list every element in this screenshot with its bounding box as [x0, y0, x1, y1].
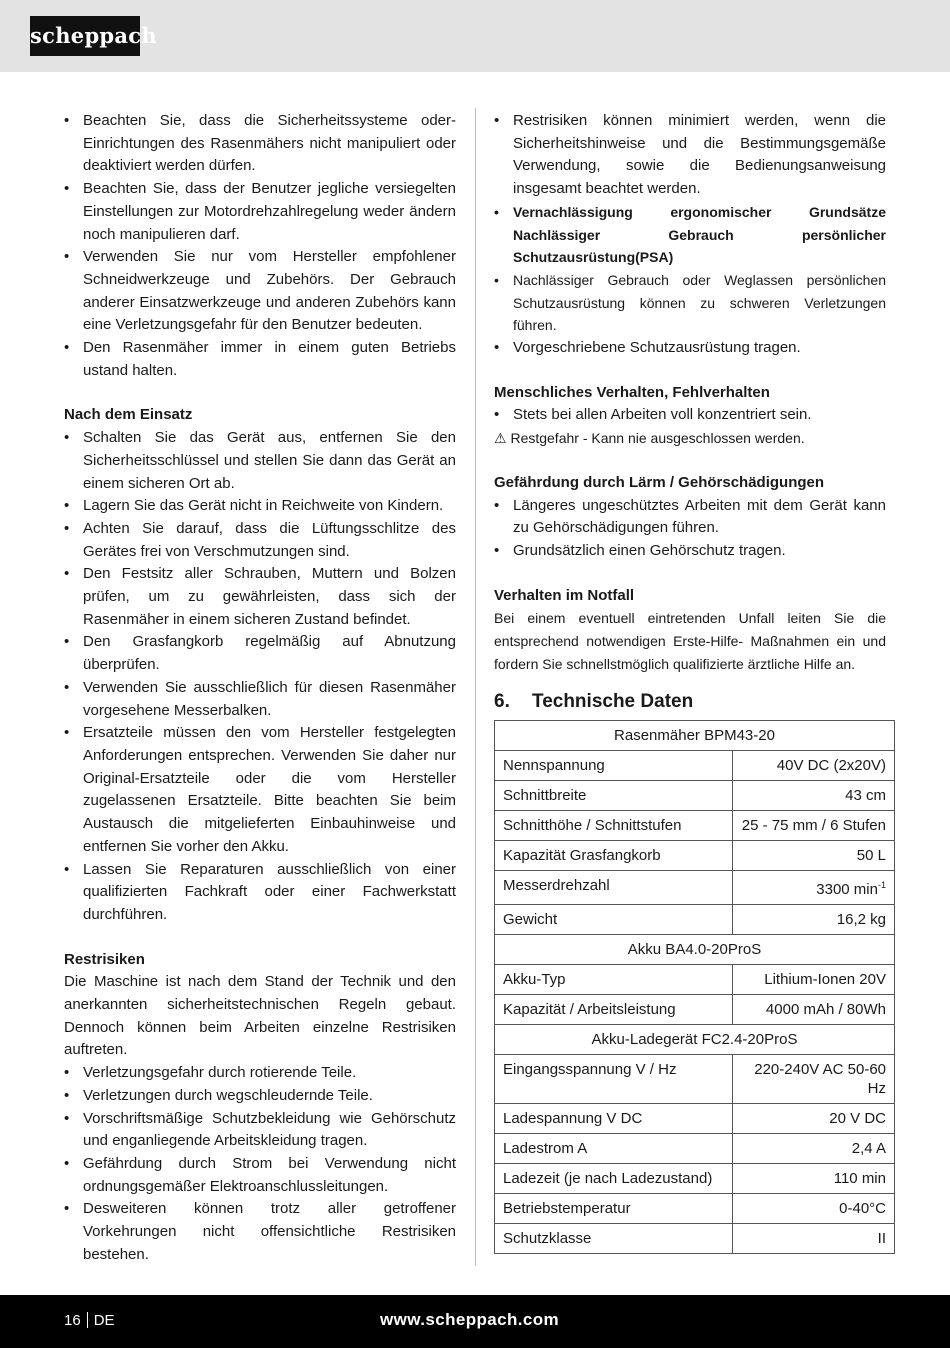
- table-row: [495, 1164, 895, 1194]
- residual-hazard-note: [494, 427, 886, 450]
- table-value: 50 L: [733, 841, 895, 871]
- residual-risks-heading: Restrisiken: [64, 950, 145, 968]
- table-row: [495, 841, 895, 871]
- table-label: Ladespannung V DC: [495, 1104, 733, 1134]
- table-label: Schnittbreite: [495, 781, 733, 811]
- list-item: • Beachten Sie, dass der Benutzer jegliche versiegelten Einstellungen zur Motordrehzahlregelung weder ändern noch manipulieren darf.: [64, 178, 456, 246]
- warning-triangle-icon: ⚠: [494, 430, 507, 447]
- table-label: Kapazität Grasfangkorb: [495, 841, 733, 871]
- table-label: Ladestrom A: [495, 1134, 733, 1164]
- table-row: [495, 1104, 895, 1134]
- table-row: [495, 1194, 895, 1224]
- table-label: Gewicht: [495, 905, 733, 935]
- list-item: • Lagern Sie das Gerät nicht in Reichweite von Kindern.: [64, 495, 456, 518]
- column-divider: [475, 108, 476, 1266]
- table-value: II: [733, 1224, 895, 1254]
- table-row: [495, 905, 895, 935]
- table-label: Messerdrehzahl: [495, 871, 733, 905]
- table-row: [495, 1055, 895, 1104]
- table-value: 43 cm: [733, 781, 895, 811]
- blade-speed-value: 3300 min: [816, 881, 878, 899]
- table-group-header: Rasenmäher BPM43-20: [495, 721, 895, 751]
- list-item-bold: • Vernachlässigung ergonomischer Grundsätze Nachlässiger Gebrauch persönlicher Schutzausrüstung(PSA): [494, 201, 886, 269]
- right-column: [494, 110, 886, 1254]
- blade-speed-exponent: -1: [877, 880, 886, 891]
- behavior-list: [494, 404, 886, 427]
- table-row: [495, 935, 895, 965]
- section-number: 6.: [494, 691, 510, 713]
- residual-risks-list: [64, 1062, 456, 1266]
- table-value: 16,2 kg: [733, 905, 895, 935]
- table-row: [495, 781, 895, 811]
- section-title: [494, 691, 886, 714]
- emergency-text: Bei einem eventuell eintretenden Unfall leiten Sie die entsprechend notwendigen Erste-Hilfe- Maßnahmen ein und fordern Sie schnellstmöglich qualifizierte ärztliche Hilfe an.: [494, 610, 886, 672]
- website-link[interactable]: www.scheppach.com: [380, 1310, 560, 1329]
- table-value: Lithium-Ionen 20V: [733, 965, 895, 995]
- list-item: • Stets bei allen Arbeiten voll konzentriert sein.: [494, 404, 886, 427]
- table-row: [495, 1224, 895, 1254]
- table-label: Schnitthöhe / Schnittstufen: [495, 811, 733, 841]
- list-item: • Desweiteren können trotz aller getroffener Vorkehrungen nicht offensichtliche Restrisiken bestehen.: [64, 1198, 456, 1266]
- residual-risks-intro: Die Maschine ist nach dem Stand der Technik und den anerkannten sicherheitstechnischen Regeln gebaut. Dennoch können beim Arbeiten einzelne Restrisiken auftreten.: [64, 973, 456, 1059]
- table-value: 0-40°C: [733, 1194, 895, 1224]
- after-use-heading: Nach dem Einsatz: [64, 406, 193, 424]
- table-value: 110 min: [733, 1164, 895, 1194]
- list-item: • Gefährdung durch Strom bei Verwendung nicht ordnungsgemäßer Elektroanschlussleitungen.: [64, 1153, 456, 1198]
- table-value: 4000 mAh / 80Wh: [733, 995, 895, 1025]
- table-group-header: Akku-Ladegerät FC2.4-20ProS: [495, 1025, 895, 1055]
- table-row: [495, 995, 895, 1025]
- page-info: [64, 1312, 115, 1329]
- page-number: 16: [64, 1312, 81, 1329]
- page-header: [0, 0, 950, 72]
- table-value: 2,4 A: [733, 1134, 895, 1164]
- after-use-list: [64, 427, 456, 926]
- noise-list: [494, 495, 886, 563]
- scheppach-logo: scheppach: [30, 16, 140, 56]
- list-item: • Restrisiken können minimiert werden, wenn die Sicherheitshinweise und die Bestimmungsgemäße Verwendung, sowie die Bedienungsanweisung insgesamt beachtet werden.: [494, 110, 886, 201]
- noise-heading: Gefährdung durch Lärm / Gehörschädigungen: [494, 473, 825, 491]
- list-item: • Lassen Sie Reparaturen ausschließlich von einer qualifizierten Fachkraft oder einer Fachwerkstatt durchführen.: [64, 859, 456, 927]
- table-row: [495, 751, 895, 781]
- table-label: Schutzklasse: [495, 1224, 733, 1254]
- list-item: • Längeres ungeschütztes Arbeiten mit dem Gerät kann zu Gehörschädigungen führen.: [494, 495, 886, 540]
- emergency-heading: Verhalten im Notfall: [494, 586, 635, 604]
- table-row: [495, 721, 895, 751]
- list-item: • Verletzungen durch wegschleudernde Teile.: [64, 1085, 456, 1108]
- list-item: • Verwenden Sie ausschließlich für diesen Rasenmäher vorgesehene Messerbalken.: [64, 677, 456, 722]
- table-value: 20 V DC: [733, 1104, 895, 1134]
- list-item: • Beachten Sie, dass die Sicherheitssysteme oder-Einrichtungen des Rasenmähers nicht manipuliert oder deaktiviert werden dürfen.: [64, 110, 456, 178]
- page-footer: [0, 1295, 950, 1348]
- list-item: • Grundsätzlich einen Gehörschutz tragen.: [494, 540, 886, 563]
- table-label: Nennspannung: [495, 751, 733, 781]
- left-column: [64, 110, 456, 1266]
- table-label: Akku-Typ: [495, 965, 733, 995]
- language-code: DE: [93, 1312, 115, 1329]
- table-row: [495, 1025, 895, 1055]
- table-row: [495, 811, 895, 841]
- table-value: 40V DC (2x20V): [733, 751, 895, 781]
- table-row: [495, 1134, 895, 1164]
- table-label: Ladezeit (je nach Ladezustand): [495, 1164, 733, 1194]
- table-label: Eingangsspannung V / Hz: [495, 1055, 733, 1104]
- section-title-text: Technische Daten: [532, 691, 694, 713]
- table-value: 25 - 75 mm / 6 Stufen: [733, 811, 895, 841]
- list-item: • Vorschriftsmäßige Schutzbekleidung wie Gehörschutz und enganliegende Arbeitskleidung tragen.: [64, 1108, 456, 1153]
- list-item: • Achten Sie darauf, dass die Lüftungsschlitze des Gerätes frei von Verschmutzungen sind.: [64, 518, 456, 563]
- safety-list: [64, 110, 456, 382]
- list-item: • Verwenden Sie nur vom Hersteller empfohlener Schneidwerkzeuge und Zubehörs. Der Gebrauch anderer Einsatzwerkzeuge und anderen Zubehörs kann eine Verletzungsgefahr für den Benutzer bedeuten.: [64, 246, 456, 337]
- list-item: • Den Rasenmäher immer in einem guten Betriebs ustand halten.: [64, 337, 456, 382]
- footer-separator: [87, 1312, 88, 1328]
- list-item: • Ersatzteile müssen den vom Hersteller festgelegten Anforderungen entsprechen. Verwenden Sie daher nur Original-Ersatzteile oder die vom Hersteller zugelassenen Ersatzteile. Bitte beachten Sie beim Austausch die mitgelieferten Einbauhinweise und entfernen Sie vorher den Akku.: [64, 722, 456, 858]
- list-item: • Den Grasfangkorb regelmäßig auf Abnutzung überprüfen.: [64, 631, 456, 676]
- list-item: • Nachlässiger Gebrauch oder Weglassen persönlichen Schutzausrüstung können zu schweren Verletzungen führen.: [494, 269, 886, 337]
- list-item: • Verletzungsgefahr durch rotierende Teile.: [64, 1062, 456, 1085]
- table-row: [495, 871, 895, 905]
- list-item: • Den Festsitz aller Schrauben, Muttern und Bolzen prüfen, um zu gewährleisten, dass sich der Rasenmäher in einem sicheren Zustand befindet.: [64, 563, 456, 631]
- table-group-header: Akku BA4.0-20ProS: [495, 935, 895, 965]
- warning-text: Restgefahr - Kann nie ausgeschlossen werden.: [510, 430, 805, 447]
- table-label: Kapazität / Arbeitsleistung: [495, 995, 733, 1025]
- table-label: Betriebstemperatur: [495, 1194, 733, 1224]
- technical-data-table: [494, 720, 895, 1254]
- table-value: 220-240V AC 50-60 Hz: [733, 1055, 895, 1104]
- table-value: [733, 871, 895, 905]
- table-row: [495, 965, 895, 995]
- behavior-heading: Menschliches Verhalten, Fehlverhalten: [494, 383, 770, 401]
- risk-reduction-list: [494, 110, 886, 360]
- list-item: • Schalten Sie das Gerät aus, entfernen Sie den Sicherheitsschlüssel und stellen Sie dann das Gerät an einem sicheren Ort ab.: [64, 427, 456, 495]
- list-item: • Vorgeschriebene Schutzausrüstung tragen.: [494, 337, 886, 360]
